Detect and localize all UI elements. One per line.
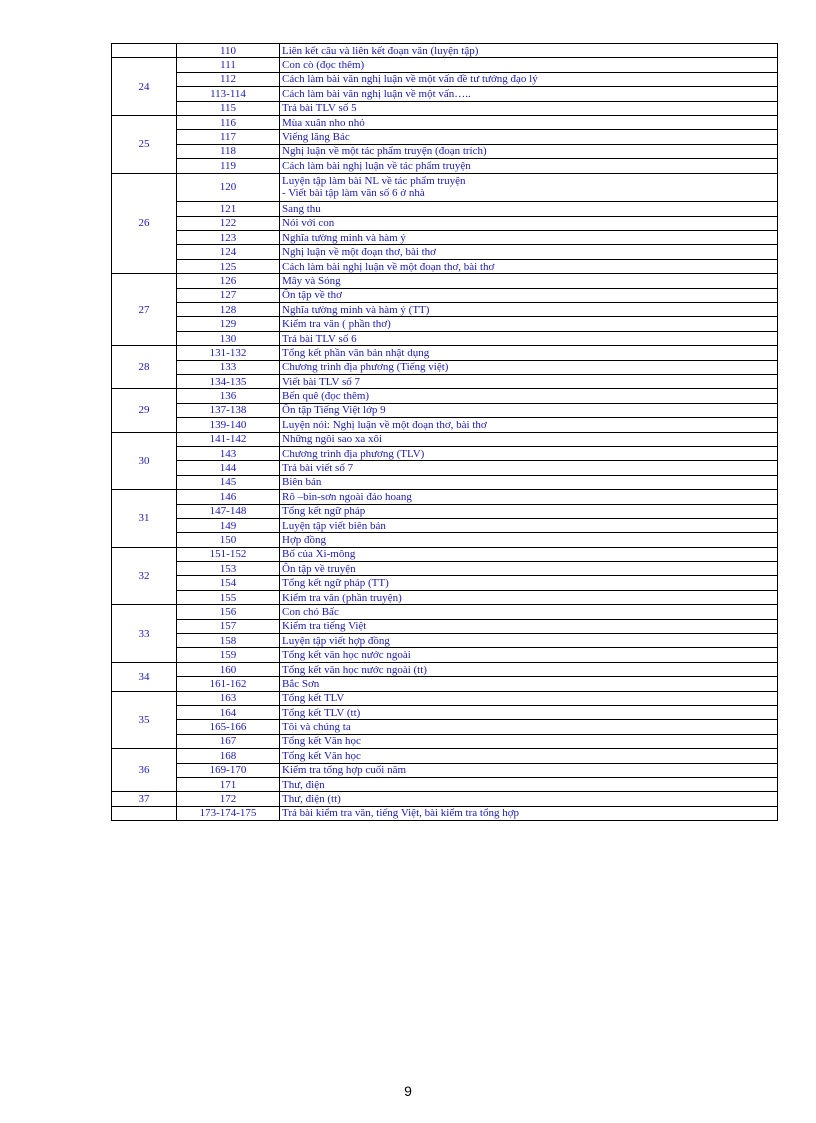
table-row bbox=[112, 662, 778, 676]
table-row bbox=[112, 346, 778, 360]
lesson-title-cell: Tổng kết ngữ pháp (TT) bbox=[280, 576, 778, 590]
table-row bbox=[112, 303, 778, 317]
table-row bbox=[112, 317, 778, 331]
lesson-number-cell: 116 bbox=[177, 115, 280, 129]
table-row bbox=[112, 274, 778, 288]
table-row bbox=[112, 518, 778, 532]
lesson-title-cell: Nghị luận về một đoạn thơ, bài thơ bbox=[280, 245, 778, 259]
lesson-title-cell: Bố của Xi-mông bbox=[280, 547, 778, 561]
lesson-title-cell bbox=[280, 173, 778, 202]
table-row bbox=[112, 58, 778, 72]
lesson-title-cell: Ôn tập Tiếng Việt lớp 9 bbox=[280, 403, 778, 417]
lesson-title-cell: Con cò (đọc thêm) bbox=[280, 58, 778, 72]
week-cell: 36 bbox=[112, 749, 177, 792]
lesson-title-cell: Cách làm bài văn nghị luận về một vấn….. bbox=[280, 87, 778, 101]
lesson-number-cell: 123 bbox=[177, 231, 280, 245]
lesson-table-body bbox=[112, 44, 778, 821]
lesson-title-cell: Chương trình địa phương (Tiếng việt) bbox=[280, 360, 778, 374]
lesson-number-cell: 151-152 bbox=[177, 547, 280, 561]
lesson-number-cell: 161-162 bbox=[177, 677, 280, 691]
lesson-title-cell: Cách làm bài nghị luận về tác phẩm truyện bbox=[280, 159, 778, 173]
lesson-title-cell: Sang thu bbox=[280, 202, 778, 216]
lesson-number-cell: 143 bbox=[177, 446, 280, 460]
lesson-number-cell: 160 bbox=[177, 662, 280, 676]
lesson-title-cell: Tổng kết văn học nước ngoài (tt) bbox=[280, 662, 778, 676]
lesson-number-cell: 122 bbox=[177, 216, 280, 230]
lesson-title-cell: Ôn tập về truyện bbox=[280, 562, 778, 576]
table-row bbox=[112, 432, 778, 446]
table-row bbox=[112, 576, 778, 590]
lesson-number-cell: 169-170 bbox=[177, 763, 280, 777]
lesson-number-cell: 120 bbox=[177, 173, 280, 202]
week-cell bbox=[112, 44, 177, 58]
table-row bbox=[112, 734, 778, 748]
lesson-title-cell: Viếng lăng Bác bbox=[280, 130, 778, 144]
table-row bbox=[112, 763, 778, 777]
table-row bbox=[112, 418, 778, 432]
lesson-title-cell: Luyện tập viết biên bản bbox=[280, 518, 778, 532]
table-row bbox=[112, 288, 778, 302]
lesson-number-cell: 121 bbox=[177, 202, 280, 216]
table-row bbox=[112, 44, 778, 58]
week-cell: 30 bbox=[112, 432, 177, 490]
lesson-title-cell: Ôn tập về thơ bbox=[280, 288, 778, 302]
lesson-number-cell: 115 bbox=[177, 101, 280, 115]
week-cell: 28 bbox=[112, 346, 177, 389]
table-row bbox=[112, 159, 778, 173]
lesson-number-cell: 126 bbox=[177, 274, 280, 288]
table-row bbox=[112, 245, 778, 259]
page-number: 9 bbox=[404, 1083, 412, 1099]
lesson-number-cell: 153 bbox=[177, 562, 280, 576]
table-row bbox=[112, 202, 778, 216]
table-row bbox=[112, 130, 778, 144]
table-row bbox=[112, 648, 778, 662]
table-row bbox=[112, 605, 778, 619]
lesson-number-cell: 167 bbox=[177, 734, 280, 748]
lesson-title-cell: Tổng kết Văn học bbox=[280, 749, 778, 763]
lesson-title-line: - Viết bài tập làm văn số 6 ở nhà bbox=[282, 187, 425, 200]
lesson-title-cell: Bắc Sơn bbox=[280, 677, 778, 691]
table-row bbox=[112, 216, 778, 230]
lesson-number-cell: 124 bbox=[177, 245, 280, 259]
lesson-number-cell: 156 bbox=[177, 605, 280, 619]
table-row bbox=[112, 231, 778, 245]
lesson-number-cell: 150 bbox=[177, 533, 280, 547]
lesson-number-cell: 144 bbox=[177, 461, 280, 475]
lesson-number-cell: 137-138 bbox=[177, 403, 280, 417]
table-row bbox=[112, 533, 778, 547]
lesson-title-cell: Kiểm tra văn ( phần thơ) bbox=[280, 317, 778, 331]
lesson-number-cell: 145 bbox=[177, 475, 280, 489]
lesson-title-cell: Tổng kết TLV (tt) bbox=[280, 705, 778, 719]
lesson-number-cell: 165-166 bbox=[177, 720, 280, 734]
lesson-title-cell: Tổng kết phần văn bản nhật dụng bbox=[280, 346, 778, 360]
week-cell: 29 bbox=[112, 389, 177, 432]
lesson-title-cell: Thư, điện (tt) bbox=[280, 792, 778, 806]
lesson-title-cell: Luyện nói: Nghị luận về một đoạn thơ, bài thơ bbox=[280, 418, 778, 432]
lesson-number-cell: 157 bbox=[177, 619, 280, 633]
week-cell: 32 bbox=[112, 547, 177, 605]
lesson-title-cell: Rô –bin-sơn ngoài đảo hoang bbox=[280, 490, 778, 504]
table-row bbox=[112, 590, 778, 604]
week-cell bbox=[112, 806, 177, 820]
lesson-title-cell: Nghĩa tường minh và hàm ý bbox=[280, 231, 778, 245]
lesson-title-cell: Tôi và chúng ta bbox=[280, 720, 778, 734]
lesson-number-cell: 110 bbox=[177, 44, 280, 58]
lesson-number-cell: 127 bbox=[177, 288, 280, 302]
week-cell: 33 bbox=[112, 605, 177, 663]
lesson-title-cell: Nói với con bbox=[280, 216, 778, 230]
lesson-title-cell: Trả bài TLV số 6 bbox=[280, 331, 778, 345]
lesson-table bbox=[111, 43, 778, 821]
lesson-title-cell: Trả bài kiểm tra văn, tiếng Việt, bài kiểm tra tổng hợp bbox=[280, 806, 778, 820]
lesson-number-cell: 171 bbox=[177, 777, 280, 791]
table-row bbox=[112, 634, 778, 648]
lesson-number-cell: 129 bbox=[177, 317, 280, 331]
lesson-number-cell: 164 bbox=[177, 705, 280, 719]
lesson-title-cell: Chương trình địa phương (TLV) bbox=[280, 446, 778, 460]
lesson-title-cell: Biên bản bbox=[280, 475, 778, 489]
lesson-title-cell: Liên kết câu và liên kết đoạn văn (luyện tập) bbox=[280, 44, 778, 58]
lesson-title-cell: Trả bài viết số 7 bbox=[280, 461, 778, 475]
week-cell: 35 bbox=[112, 691, 177, 749]
lesson-title-line: Luyện tập làm bài NL về tác phẩm truyện bbox=[282, 175, 466, 188]
lesson-title-cell: Những ngôi sao xa xôi bbox=[280, 432, 778, 446]
table-row bbox=[112, 461, 778, 475]
lesson-number-cell: 173-174-175 bbox=[177, 806, 280, 820]
table-row bbox=[112, 144, 778, 158]
table-row bbox=[112, 705, 778, 719]
lesson-number-cell: 113-114 bbox=[177, 87, 280, 101]
table-row bbox=[112, 360, 778, 374]
week-cell: 25 bbox=[112, 115, 177, 173]
lesson-title-cell: Tổng kết Văn học bbox=[280, 734, 778, 748]
table-row bbox=[112, 101, 778, 115]
lesson-number-cell: 139-140 bbox=[177, 418, 280, 432]
lesson-number-cell: 163 bbox=[177, 691, 280, 705]
lesson-number-cell: 147-148 bbox=[177, 504, 280, 518]
lesson-number-cell: 111 bbox=[177, 58, 280, 72]
lesson-number-cell: 118 bbox=[177, 144, 280, 158]
table-row bbox=[112, 87, 778, 101]
table-row bbox=[112, 490, 778, 504]
lesson-title-cell: Cách làm bài văn nghị luận về một vấn đề tư tưởng đạo lý bbox=[280, 72, 778, 86]
lesson-number-cell: 136 bbox=[177, 389, 280, 403]
lesson-title-cell: Tổng kết TLV bbox=[280, 691, 778, 705]
lesson-number-cell: 117 bbox=[177, 130, 280, 144]
lesson-title-cell: Thư, điện bbox=[280, 777, 778, 791]
lesson-number-cell: 159 bbox=[177, 648, 280, 662]
table-row bbox=[112, 777, 778, 791]
lesson-title-cell: Mây và Sóng bbox=[280, 274, 778, 288]
table-row bbox=[112, 691, 778, 705]
table-row bbox=[112, 677, 778, 691]
table-row bbox=[112, 72, 778, 86]
lesson-title-cell: Bến quê (đọc thêm) bbox=[280, 389, 778, 403]
lesson-title-cell: Tổng kết văn học nước ngoài bbox=[280, 648, 778, 662]
week-cell: 31 bbox=[112, 490, 177, 548]
table-row bbox=[112, 375, 778, 389]
lesson-title-cell: Nghĩa tường minh và hàm ý (TT) bbox=[280, 303, 778, 317]
lesson-title-cell: Tổng kết ngữ pháp bbox=[280, 504, 778, 518]
table-row bbox=[112, 331, 778, 345]
lesson-title-cell: Kiểm tra tiếng Việt bbox=[280, 619, 778, 633]
lesson-number-cell: 119 bbox=[177, 159, 280, 173]
table-row bbox=[112, 475, 778, 489]
lesson-title-cell: Hợp đồng bbox=[280, 533, 778, 547]
table-row bbox=[112, 806, 778, 820]
table-row bbox=[112, 792, 778, 806]
lesson-title-cell: Mùa xuân nho nhỏ bbox=[280, 115, 778, 129]
lesson-number-cell: 131-132 bbox=[177, 346, 280, 360]
lesson-title-cell: Nghị luận về một tác phẩm truyện (đoạn trích) bbox=[280, 144, 778, 158]
table-row bbox=[112, 115, 778, 129]
table-row bbox=[112, 619, 778, 633]
lesson-title-cell: Con chó Bấc bbox=[280, 605, 778, 619]
lesson-number-cell: 155 bbox=[177, 590, 280, 604]
lesson-title-cell: Luyện tập viết hợp đồng bbox=[280, 634, 778, 648]
table-row bbox=[112, 403, 778, 417]
table-row bbox=[112, 547, 778, 561]
week-cell: 37 bbox=[112, 792, 177, 806]
lesson-title-cell: Viết bài TLV số 7 bbox=[280, 375, 778, 389]
lesson-title-cell: Kiểm tra văn (phần truyện) bbox=[280, 590, 778, 604]
table-row bbox=[112, 446, 778, 460]
table-row bbox=[112, 259, 778, 273]
table-row bbox=[112, 389, 778, 403]
lesson-number-cell: 158 bbox=[177, 634, 280, 648]
lesson-number-cell: 149 bbox=[177, 518, 280, 532]
lesson-number-cell: 134-135 bbox=[177, 375, 280, 389]
week-cell: 26 bbox=[112, 173, 177, 274]
lesson-number-cell: 125 bbox=[177, 259, 280, 273]
lesson-number-cell: 141-142 bbox=[177, 432, 280, 446]
lesson-number-cell: 146 bbox=[177, 490, 280, 504]
lesson-number-cell: 133 bbox=[177, 360, 280, 374]
table-row bbox=[112, 504, 778, 518]
week-cell: 24 bbox=[112, 58, 177, 116]
lesson-number-cell: 154 bbox=[177, 576, 280, 590]
lesson-number-cell: 168 bbox=[177, 749, 280, 763]
lesson-number-cell: 128 bbox=[177, 303, 280, 317]
table-row bbox=[112, 720, 778, 734]
lesson-title-cell: Cách làm bài nghị luận về một đoạn thơ, bài thơ bbox=[280, 259, 778, 273]
lesson-number-cell: 112 bbox=[177, 72, 280, 86]
lesson-title-cell: Kiểm tra tổng hợp cuối năm bbox=[280, 763, 778, 777]
week-cell: 34 bbox=[112, 662, 177, 691]
week-cell: 27 bbox=[112, 274, 177, 346]
lesson-title-cell: Trả bài TLV số 5 bbox=[280, 101, 778, 115]
lesson-number-cell: 172 bbox=[177, 792, 280, 806]
lesson-number-cell: 130 bbox=[177, 331, 280, 345]
table-row bbox=[112, 749, 778, 763]
table-row bbox=[112, 173, 778, 202]
table-row bbox=[112, 562, 778, 576]
